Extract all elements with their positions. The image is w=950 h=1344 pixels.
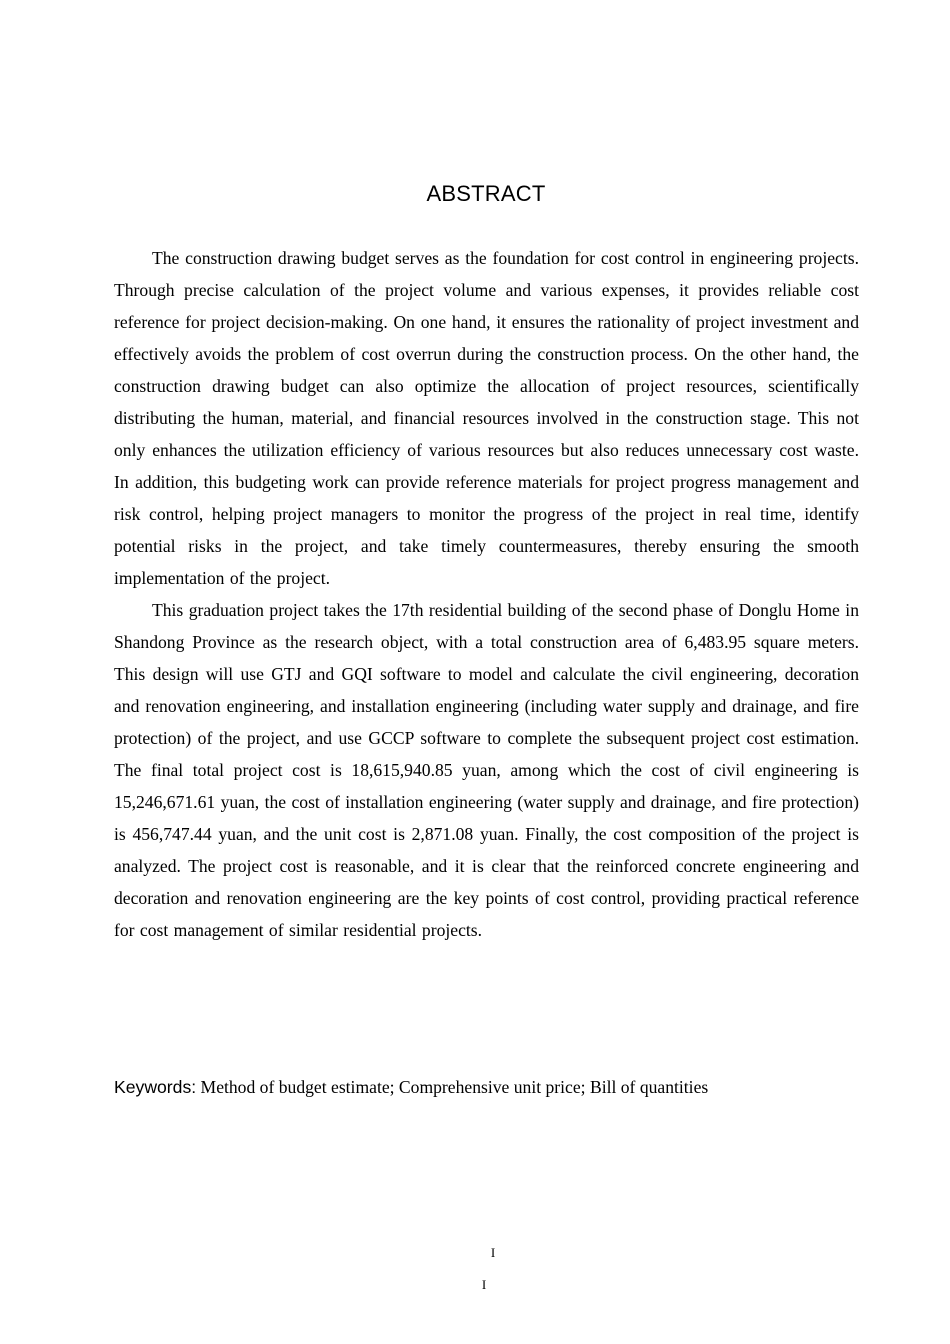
abstract-body: [114, 242, 859, 946]
abstract-paragraph-1: The construction drawing budget serves as the foundation for cost control in engineering projects. Through precise calculation of the project volume and various expenses, it provides reliable cost reference for project decision-making. On one hand, it ensures the rationality of project investment and effectively avoids the problem of cost overrun during the construction process. On the other hand, the construction drawing budget can also optimize the allocation of project resources, scientifically distributing the human, material, and financial resources involved in the construction stage. This not only enhances the utilization efficiency of various resources but also reduces unnecessary cost waste. In addition, this budgeting work can provide reference materials for project progress management and risk control, helping project managers to monitor the progress of the project in real time, identify potential risks in the project, and take timely countermeasures, thereby ensuring the smooth implementation of the project.: [114, 248, 859, 588]
page-number-secondary: I: [481, 1277, 487, 1292]
abstract-title: ABSTRACT: [426, 181, 546, 206]
page-number-primary: I: [490, 1245, 496, 1260]
keywords-label: Keywords:: [114, 1077, 197, 1097]
keywords-line: [114, 1072, 874, 1102]
abstract-paragraph-2: This graduation project takes the 17th residential building of the second phase of Donglu Home in Shandong Province as the research object, with a total construction area of 6,483.95 square meters. This design will use GTJ and GQI software to model and calculate the civil engineering, decoration and renovation engineering, and installation engineering (including water supply and drainage, and fire protection) of the project, and use GCCP software to complete the subsequent project cost estimation. The final total project cost is 18,615,940.85 yuan, among which the cost of civil engineering is 15,246,671.61 yuan, the cost of installation engineering (water supply and drainage, and fire protection) is 456,747.44 yuan, and the unit cost is 2,871.08 yuan. Finally, the cost composition of the project is analyzed. The project cost is reasonable, and it is clear that the reinforced concrete engineering and decoration and renovation engineering are the key points of cost control, providing practical reference for cost management of similar residential projects.: [114, 600, 859, 940]
keywords-text: Method of budget estimate; Comprehensive unit price; Bill of quantities: [200, 1077, 709, 1097]
